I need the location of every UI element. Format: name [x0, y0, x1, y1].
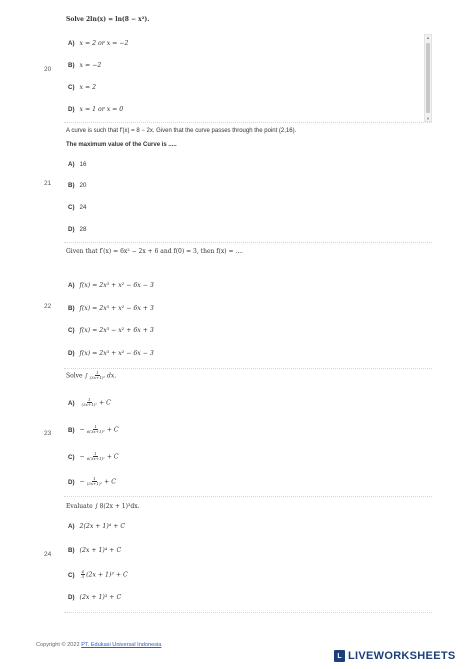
option-tail: + C [106, 453, 119, 461]
question-22-option-a[interactable] [68, 282, 154, 289]
option-letter: A) [68, 40, 75, 47]
question-21-option-a[interactable] [68, 161, 86, 168]
option-letter: B) [68, 426, 75, 434]
question-20-option-a[interactable] [68, 40, 128, 47]
question-23-option-b[interactable] [68, 425, 119, 435]
option-letter: B) [68, 305, 75, 312]
option-text: x = 2 [79, 84, 97, 91]
option-text: (2x + 1)⁴ + C [79, 547, 122, 554]
fraction-denominator: 6(3x+1)² [86, 429, 105, 435]
question-23-option-c[interactable] [68, 452, 119, 462]
option-text: f(x) = 2x³ + x² − 6x + 3 [79, 305, 154, 312]
option-text: 20 [79, 182, 87, 189]
option-fraction [81, 398, 98, 408]
question-22-prompt: Given that f′(x) = 6x² − 2x + 6 and f(0) = 3, then f(x) = .... [66, 248, 244, 255]
option-letter: B) [68, 62, 75, 69]
divider [64, 612, 432, 613]
question-20-option-b[interactable] [68, 62, 101, 69]
option-letter: A) [68, 399, 75, 407]
fraction-numerator: 1 [93, 476, 96, 481]
option-fraction [86, 452, 106, 462]
copyright-text: Copyright © 2022 [36, 642, 80, 648]
option-letter: D) [68, 350, 75, 357]
prompt-suffix: dx. [107, 372, 117, 380]
option-text: f(x) = 2x³ − x² + 6x + 3 [79, 327, 154, 334]
scrollbar-thumb[interactable] [426, 43, 430, 113]
option-letter: B) [68, 182, 75, 189]
option-fraction [86, 477, 103, 487]
question-22-option-d[interactable] [68, 350, 154, 357]
option-sign: − [79, 426, 85, 434]
question-22-option-c[interactable] [68, 327, 154, 334]
option-text: 24 [79, 204, 87, 211]
fraction-numerator: 1 [94, 424, 97, 429]
option-letter: C) [68, 453, 75, 461]
question-22-option-b[interactable] [68, 305, 154, 312]
question-24-option-a[interactable] [68, 523, 125, 530]
divider [64, 242, 432, 243]
fraction-numerator: 4 [81, 569, 85, 574]
question-24-option-b[interactable] [68, 547, 121, 554]
question-23-number: 23 [44, 430, 52, 437]
option-letter: C) [68, 84, 75, 91]
option-sign: − [79, 478, 85, 486]
question-23-option-a[interactable] [68, 398, 111, 408]
question-21-option-c[interactable] [68, 204, 86, 211]
option-letter: A) [68, 161, 75, 168]
option-sign: − [79, 453, 85, 461]
scroll-up-icon[interactable]: ▲ [426, 35, 430, 40]
prompt-prefix: Solve ∫ [66, 372, 88, 380]
question-20-option-d[interactable] [68, 106, 123, 113]
option-text: (2x + 1)³ + C [86, 571, 128, 579]
fraction-numerator: 1 [96, 370, 99, 375]
option-letter: C) [68, 327, 75, 334]
fraction-denominator: (3x+1)² [89, 375, 106, 381]
option-text: f(x) = 2x³ + x² − 6x − 3 [79, 282, 154, 289]
question-21-number: 21 [44, 180, 52, 187]
option-text: (2x + 1)³ + C [79, 594, 122, 601]
fraction-denominator: 6(3x+1)² [86, 456, 105, 462]
prompt-fraction [89, 371, 106, 381]
option-letter: A) [68, 523, 75, 530]
logo-text: LIVEWORKSHEETS [348, 650, 456, 662]
question-21-option-b[interactable] [68, 182, 86, 189]
option-letter: D) [68, 226, 75, 233]
option-letter: D) [68, 594, 75, 601]
option-fraction [86, 425, 106, 435]
option-tail: + C [104, 478, 117, 486]
fraction-numerator: 1 [94, 451, 97, 456]
option-tail: + C [98, 399, 111, 407]
option-letter: A) [68, 282, 75, 289]
question-20-prompt: Solve 2ln(x) = ln(8 − x²). [66, 16, 150, 23]
divider [64, 122, 432, 123]
option-letter: D) [68, 106, 75, 113]
company-link[interactable]: PT. Edukasi Universal Indonesia [81, 642, 162, 648]
question-20-number: 20 [44, 66, 52, 73]
fraction-denominator: (3x+1)² [81, 402, 97, 408]
fraction-denominator: 3 [81, 574, 85, 580]
footer [36, 642, 161, 648]
option-text: x = −2 [79, 62, 102, 69]
divider [64, 496, 432, 497]
question-22-number: 22 [44, 303, 52, 310]
question-21-prompt: A curve is such that f′(x) = 8 − 2x. Given that the curve passes through the point (2,16). [66, 128, 297, 134]
option-letter: C) [68, 571, 75, 579]
option-text: 28 [79, 226, 87, 233]
question-24-option-c[interactable] [68, 570, 128, 580]
option-text: x = 1 or x = 0 [79, 106, 124, 113]
option-text: 16 [79, 161, 87, 168]
question-24-option-d[interactable] [68, 594, 121, 601]
question-24-prompt: Evaluate ∫ 8(2x + 1)³dx. [66, 503, 140, 510]
fraction-denominator: (3x+1)² [86, 481, 103, 487]
liveworksheets-logo[interactable] [334, 649, 456, 663]
option-fraction [81, 570, 86, 580]
option-letter: D) [68, 478, 75, 486]
fraction-numerator: 1 [87, 397, 91, 402]
question-21-prompt-bold: The maximum value of the Curve is ..... [66, 142, 177, 148]
option-tail: + C [106, 426, 119, 434]
question-23-prompt [66, 371, 116, 381]
option-letter: C) [68, 204, 75, 211]
divider [64, 368, 432, 369]
question-21-option-d[interactable] [68, 226, 86, 233]
question-20-option-c[interactable] [68, 84, 96, 91]
scrollbar[interactable] [424, 34, 432, 122]
question-24-number: 24 [44, 551, 52, 558]
logo-icon: L [334, 650, 345, 662]
option-text: f(x) = 2x³ + x² − 6x − 3 [79, 350, 154, 357]
option-text: x = 2 or x = −2 [79, 40, 129, 47]
option-letter: B) [68, 547, 75, 554]
question-23-option-d[interactable] [68, 477, 116, 487]
option-text: 2(2x + 1)⁴ + C [79, 523, 126, 530]
scroll-down-icon[interactable]: ▼ [426, 116, 430, 121]
